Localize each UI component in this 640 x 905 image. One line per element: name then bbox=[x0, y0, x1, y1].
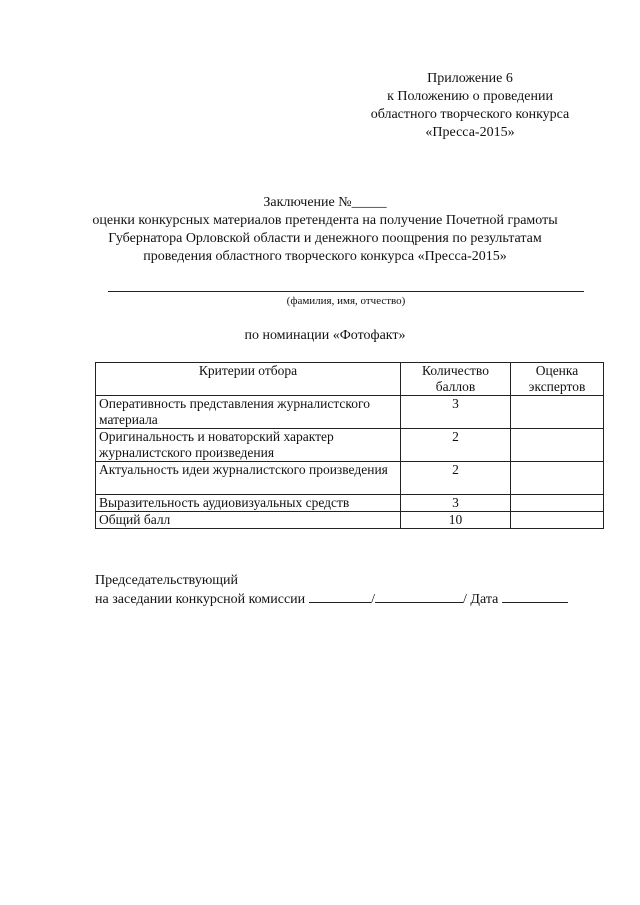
name-fill-line[interactable] bbox=[108, 291, 584, 292]
table-header-row bbox=[96, 363, 604, 396]
expert-score-cell[interactable] bbox=[511, 495, 604, 512]
header-criteria: Критерии отбора bbox=[96, 363, 401, 396]
chairperson-label: Председательствующий bbox=[95, 573, 239, 588]
slash-separator: / bbox=[371, 592, 376, 607]
table-row bbox=[96, 462, 604, 495]
conclusion-heading bbox=[60, 194, 590, 266]
signature-line bbox=[95, 589, 605, 608]
commission-label: на заседании конкурсной комиссии bbox=[95, 592, 306, 607]
name-caption: (фамилия, имя, отчество) bbox=[286, 295, 406, 307]
expert-score-cell[interactable] bbox=[511, 429, 604, 462]
table-row bbox=[96, 429, 604, 462]
total-expert-score-cell[interactable] bbox=[511, 512, 604, 529]
appendix-number: Приложение 6 bbox=[427, 71, 513, 86]
criterion-cell: Оперативность представления журналистского материала bbox=[96, 396, 401, 429]
total-label-cell: Общий балл bbox=[96, 512, 401, 529]
header-expert-score: Оценка экспертов bbox=[511, 363, 604, 396]
table-row bbox=[96, 495, 604, 512]
appendix-contest-line: областного творческого конкурса bbox=[370, 107, 570, 122]
table-row bbox=[96, 396, 604, 429]
name-blank[interactable] bbox=[375, 589, 463, 603]
signature-blank[interactable] bbox=[309, 589, 371, 603]
points-cell: 2 bbox=[401, 429, 511, 462]
conclusion-line-3: проведения областного творческого конкурса «Пресса-2015» bbox=[143, 249, 507, 264]
conclusion-line-1: оценки конкурсных материалов претендента на получение Почетной грамоты bbox=[92, 213, 558, 228]
expert-score-cell[interactable] bbox=[511, 462, 604, 495]
points-cell: 3 bbox=[401, 495, 511, 512]
appendix-header bbox=[330, 70, 610, 142]
total-points-cell: 10 bbox=[401, 512, 511, 529]
criteria-table bbox=[95, 362, 604, 529]
table-row-total bbox=[96, 512, 604, 529]
expert-score-cell[interactable] bbox=[511, 396, 604, 429]
points-cell: 2 bbox=[401, 462, 511, 495]
conclusion-title: Заключение №_____ bbox=[263, 195, 387, 210]
appendix-contest-name: «Пресса-2015» bbox=[425, 125, 515, 140]
nomination-label: по номинации «Фотофакт» bbox=[244, 328, 406, 343]
header-points: Количество баллов bbox=[401, 363, 511, 396]
conclusion-line-2: Губернатора Орловской области и денежного поощрения по результатам bbox=[108, 231, 542, 246]
date-blank[interactable] bbox=[502, 589, 568, 603]
appendix-ref-line: к Положению о проведении bbox=[387, 89, 553, 104]
criterion-cell: Актуальность идеи журналистского произведения bbox=[96, 462, 401, 495]
criterion-cell: Оригинальность и новаторский характер журналистского произведения bbox=[96, 429, 401, 462]
criterion-cell: Выразительность аудиовизуальных средств bbox=[96, 495, 401, 512]
signature-block bbox=[95, 572, 605, 608]
points-cell: 3 bbox=[401, 396, 511, 429]
date-label: / Дата bbox=[463, 592, 499, 607]
